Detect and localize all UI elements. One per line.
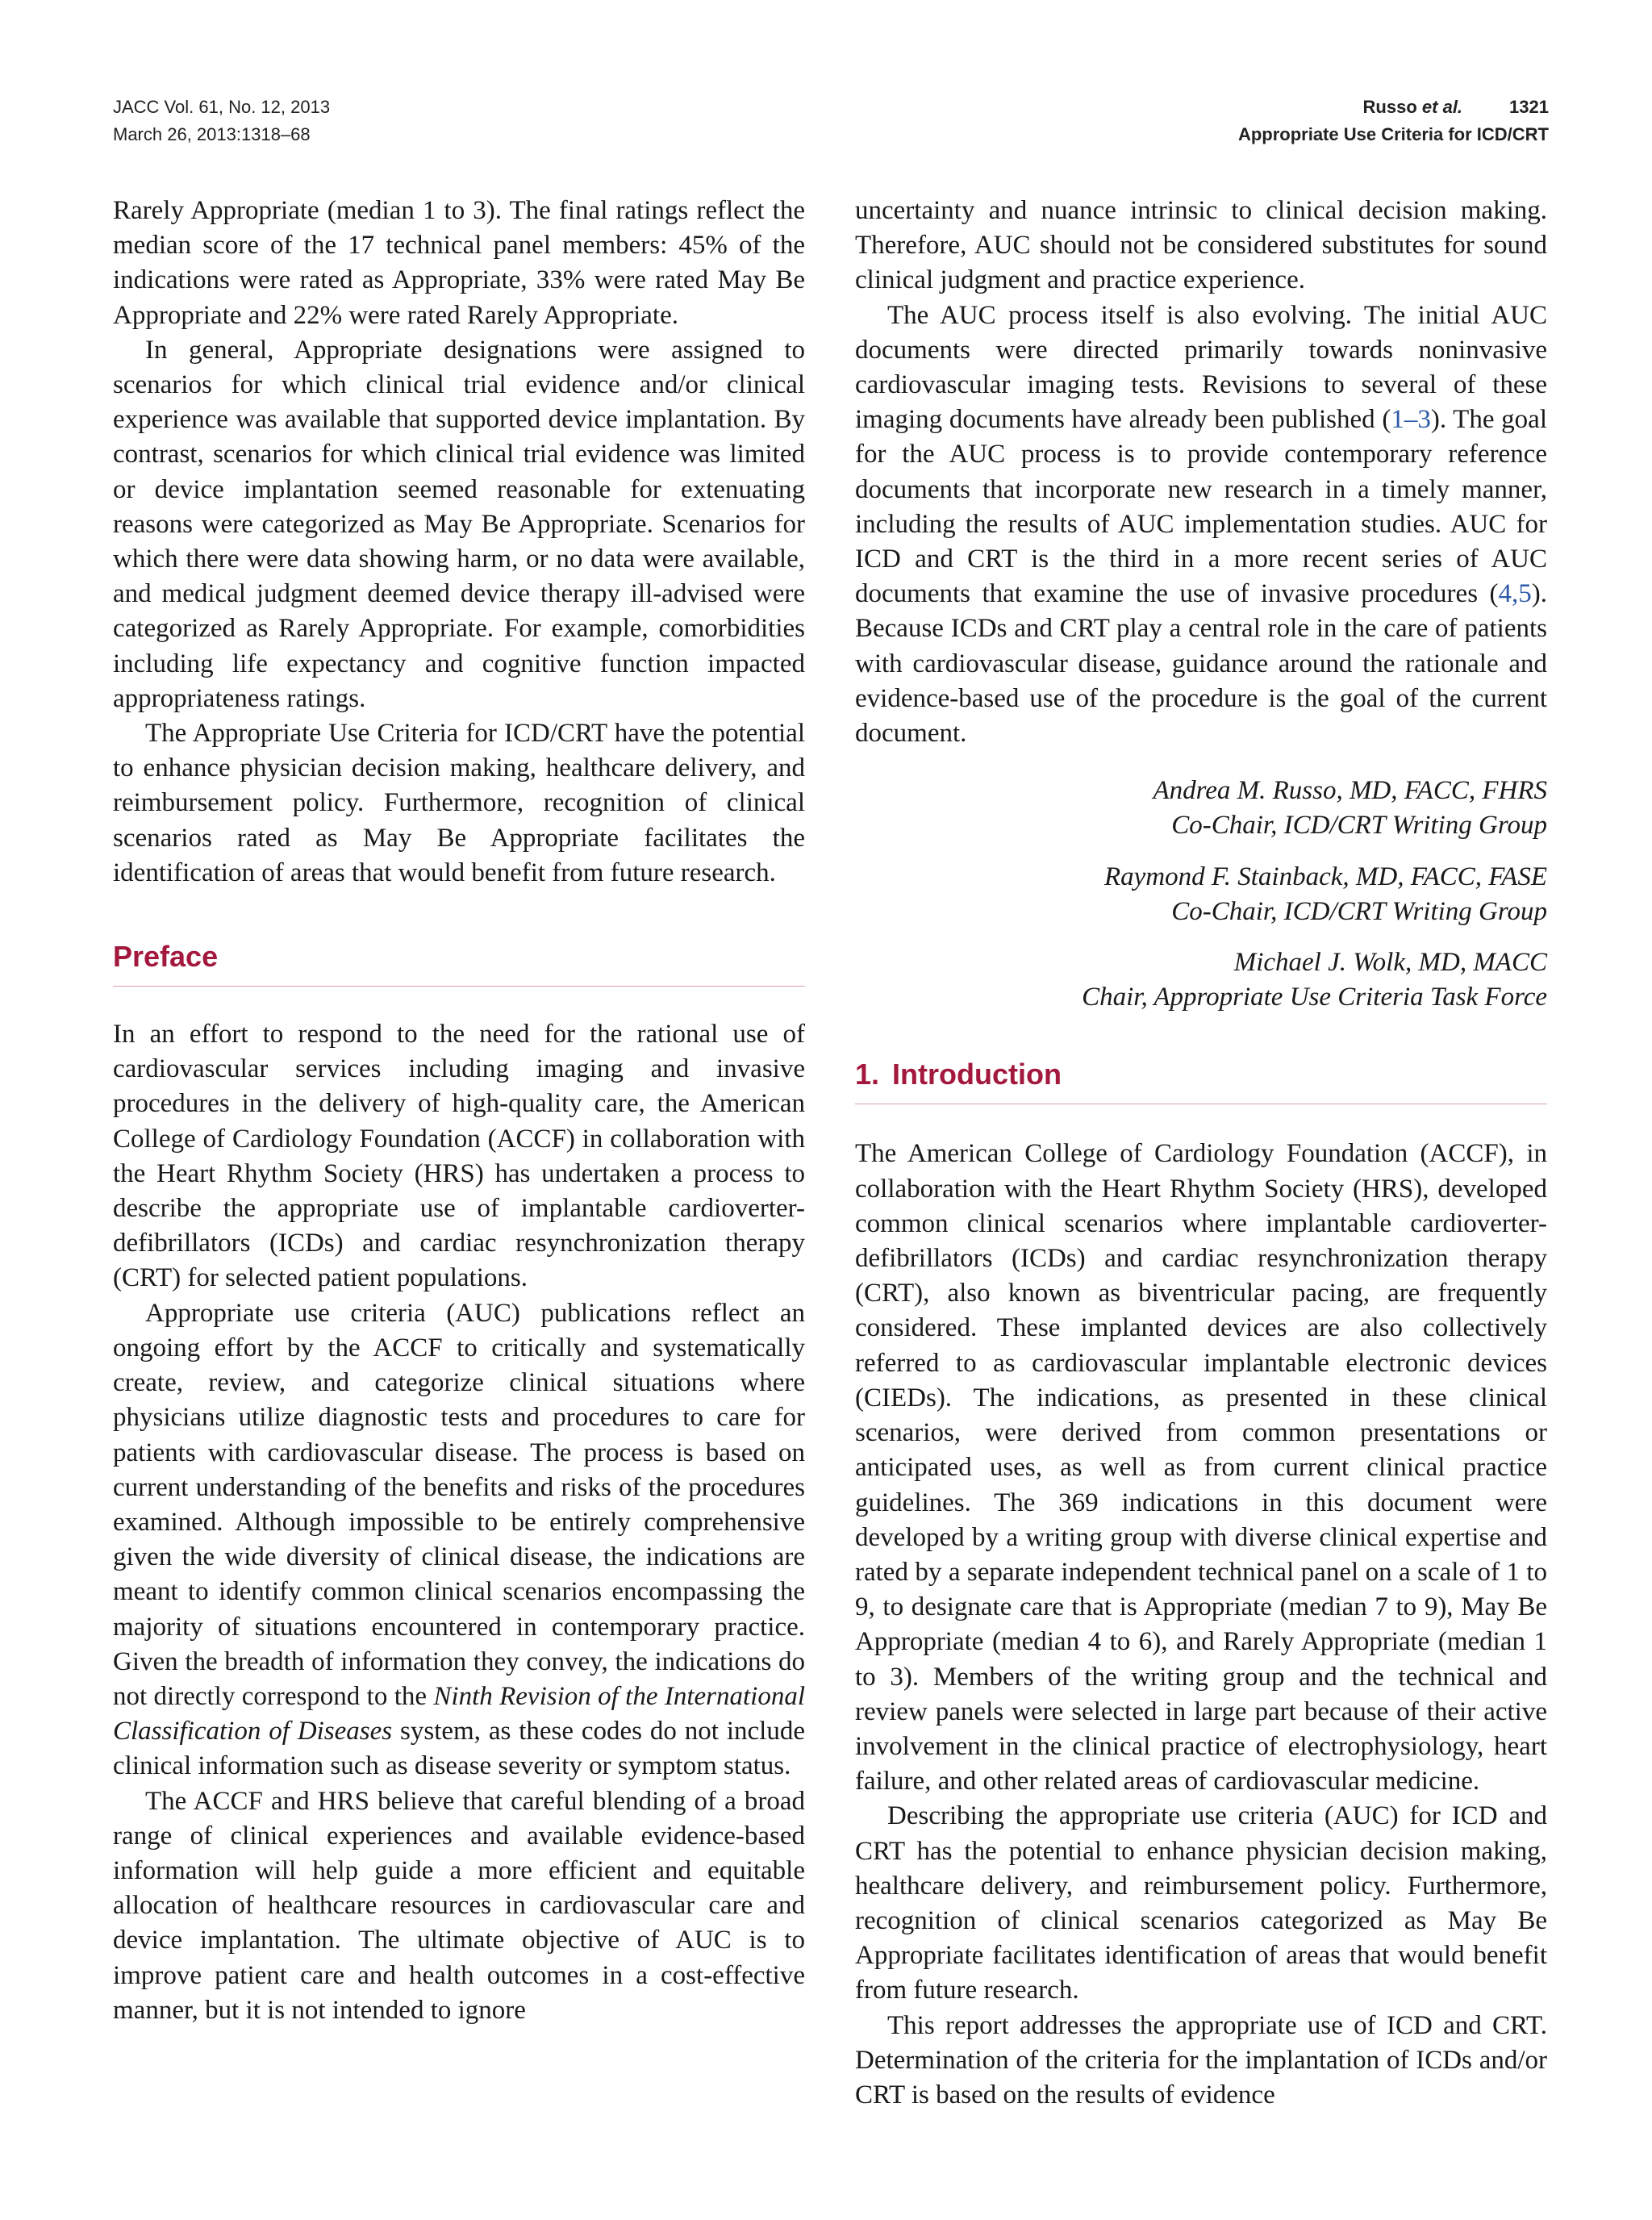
paragraph-intro-report-scope: This report addresses the appropriate use of ICD and CRT. Determination of the criteria for the implantation of ICDs and/or CRT is based on the results of evidence (855, 2010, 1547, 2109)
paragraph-auc-potential: The Appropriate Use Criteria for ICD/CRT have the potential to enhance physician decision making, healthcare delivery, and reimbursement policy. Furthermore, recognition of clinical scenarios rated as May Be Appropriate facilitates the identification of areas that would benefit from future research. (113, 719, 805, 887)
section-heading-preface: Preface (113, 939, 805, 987)
left-column (113, 194, 805, 2028)
citation-link-1-3[interactable]: 1–3 (1391, 405, 1431, 435)
paragraph-intro-describing-auc: Describing the appropriate use criteria (AUC) for ICD and CRT has the potential to enhance physician decision making, healthcare delivery, and reimbursement policy. Furthermore, recognition of clinical scenarios categorized as May Be Appropriate facilitates identification of areas that would benefit from future research. (855, 1801, 1547, 2005)
paragraph-auc-publications: Appropriate use criteria (AUC) publications reflect an ongoing effort by the ACCF to critically and systematically create, review, and categorize clinical situations where physicians utilize diagnostic tests and procedures to care for patients with cardiovascular disease. The process is based on current understanding of the benefits and risks of the procedures examined. Although impossible to be entirely comprehensive given the wide diversity of clinical disease, the indications are meant to identify common clinical scenarios encompassing the majority of situations encountered in contemporary practice. Given the breadth of information they convey, the indications do not directly correspond to the Ninth Revision of the International Classification of Diseases system, as these codes do not include clinical information such as disease severity or symptom status. (113, 1298, 805, 1781)
paragraph-accf-hrs-belief: The ACCF and HRS believe that careful blending of a broad range of clinical experiences and available evidence-based information will help guide a more efficient and equitable allocation of healthcare resources in cardiovascular care and device implantation. The ultimate objective of AUC is to improve patient care and health outcomes in a cost-effective manner, but it is not intended to ignore (113, 1786, 805, 2025)
section-title: Introduction (892, 1058, 1062, 1091)
author-page-line (1238, 94, 1549, 121)
paragraph-designations: In general, Appropriate designations were assigned to scenarios for which clinical trial evidence and/or clinical experience was available that supported device implantation. By contrast, scenarios for which clinical trial evidence was limited or device implantation seemed reasonable for extenuating reasons were categorized as May Be Appropriate. Scenarios for which there were data showing harm, or no data were available, and medical judgment deemed device therapy ill-advised were categorized as Rarely Appropriate. For example, comorbidities including life expectancy and cognitive function impacted appropriateness ratings. (113, 335, 805, 713)
citation-link-4-5[interactable]: 4,5 (1498, 579, 1532, 609)
preface-heading-block (113, 939, 805, 987)
signature-role: Chair, Appropriate Use Criteria Task Force (1082, 983, 1547, 1012)
paragraph-ratings-summary: Rarely Appropriate (median 1 to 3). The final ratings reflect the median score of the 17 technical panel members: 45% of the indications were rated as Appropriate, 33% were rated May Be Appropriate and 22% were rated Rarely Appropriate. (113, 196, 805, 330)
signature-name: Raymond F. Stainback, MD, FACC, FASE (1103, 862, 1547, 891)
section-number: 1. (855, 1058, 880, 1091)
section-heading-introduction (855, 1057, 1547, 1104)
journal-date-line: March 26, 2013:1318–68 (113, 124, 311, 144)
paragraph-uncertainty: uncertainty and nuance intrinsic to clinical decision making. Therefore, AUC should not be considered substitutes for sound clinical judgment and practice experience. (855, 196, 1547, 295)
paragraph-auc-evolving: The AUC process itself is also evolving. The initial AUC documents were directed primarily towards noninvasive cardiovascular imaging tests. Revisions to several of these imaging documents have already been published (1–3). The goal for the AUC process is to provide contemporary reference documents that incorporate new research in a timely manner, including the results of AUC implementation studies. AUC for ICD and CRT is the third in a more recent series of AUC documents that examine the use of invasive procedures (4,5). Because ICDs and CRT play a central role in the care of patients with cardiovascular disease, guidance around the rationale and evidence-based use of the procedure is the goal of the current document. (855, 300, 1547, 749)
signature-role: Co-Chair, ICD/CRT Writing Group (1171, 896, 1547, 926)
paragraph-intro-scenarios: The American College of Cardiology Foundation (ACCF), in collaboration with the Heart Rhythm Society (HRS), developed common clinical scenarios where implantable cardioverter-defibrillators (ICDs) and cardiac resynchronization therapy (CRT), also known as biventricular pacing, are frequently considered. These implanted devices are also collectively referred to as cardiovascular implantable electronic devices (CIEDs). The indications, as presented in these clinical scenarios, were derived from common presentations or anticipated uses, as well as from current clinical practice guidelines. The 369 indications in this document were developed by a writing group with diverse clinical expertise and rated by a separate independent technical panel on a scale of 1 to 9, to designate care that is Appropriate (median 7 to 9), May Be Appropriate (median 4 to 6), and Rarely Appropriate (median 1 to 3). Members of the writing group and the technical and review panels were selected in large part because of their active involvement in the clinical practice of electrophysiology, heart failure, and other related areas of cardiovascular medicine. (855, 1139, 1547, 1796)
signature-wolk (855, 945, 1547, 1015)
right-column (855, 194, 1547, 2113)
signature-russo (855, 774, 1547, 843)
page-number: 1321 (1509, 97, 1549, 117)
journal-info (113, 94, 330, 148)
article-info (1238, 94, 1549, 148)
running-authors: Russo et al. (1362, 97, 1463, 117)
paragraph-preface-intro: In an effort to respond to the need for the rational use of cardiovascular services including imaging and invasive procedures in the delivery of high-quality care, the American College of Cardiology Foundation (ACCF) in collaboration with the Heart Rhythm Society (HRS) has undertaken a process to describe the appropriate use of implantable cardioverter-defibrillators (ICDs) and cardiac resynchronization therapy (CRT) for selected patient populations. (113, 1020, 805, 1293)
icd-title-italic: Ninth Revision of the International Classification of Diseases (113, 1681, 805, 1746)
introduction-heading-block (855, 1057, 1547, 1104)
journal-volume-line: JACC Vol. 61, No. 12, 2013 (113, 97, 331, 117)
signature-block (855, 774, 1547, 1015)
signature-stainback (855, 860, 1547, 929)
signature-name: Andrea M. Russo, MD, FACC, FHRS (1153, 776, 1547, 806)
running-title: Appropriate Use Criteria for ICD/CRT (1237, 124, 1549, 144)
signature-role: Co-Chair, ICD/CRT Writing Group (1171, 811, 1547, 841)
signature-name: Michael J. Wolk, MD, MACC (1233, 948, 1547, 978)
running-header (113, 94, 1549, 158)
